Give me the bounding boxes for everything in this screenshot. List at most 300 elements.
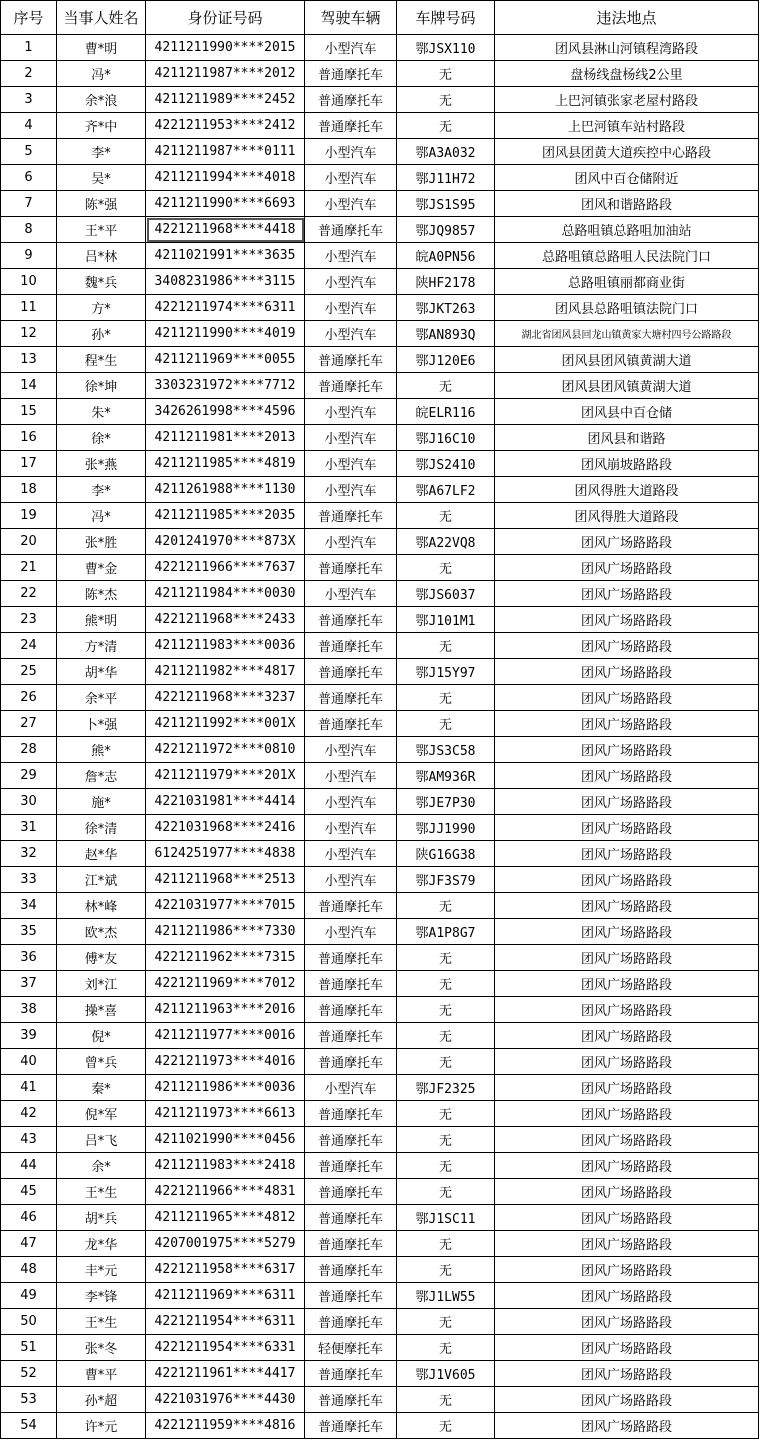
- vehicle-type-cell[interactable]: 小型汽车: [305, 789, 397, 815]
- violation-location-cell[interactable]: 总路咀镇丽都商业街: [495, 269, 759, 295]
- plate-number-cell[interactable]: 皖ELR116: [397, 399, 495, 425]
- id-number-cell[interactable]: 4211211986****7330: [146, 919, 305, 945]
- plate-number-cell[interactable]: 鄂A22VQ8: [397, 529, 495, 555]
- vehicle-type-cell[interactable]: 普通摩托车: [305, 347, 397, 373]
- row-index-cell[interactable]: 1: [1, 35, 57, 61]
- plate-number-cell[interactable]: 鄂AM936R: [397, 763, 495, 789]
- row-index-cell[interactable]: 14: [1, 373, 57, 399]
- party-name-cell[interactable]: 卜*强: [57, 711, 146, 737]
- row-index-cell[interactable]: 16: [1, 425, 57, 451]
- row-index-cell[interactable]: 18: [1, 477, 57, 503]
- vehicle-type-cell[interactable]: 普通摩托车: [305, 555, 397, 581]
- vehicle-type-cell[interactable]: 小型汽车: [305, 139, 397, 165]
- violation-location-cell[interactable]: 团风县团黄大道疾控中心路段: [495, 139, 759, 165]
- plate-number-cell[interactable]: 无: [397, 1179, 495, 1205]
- id-number-cell[interactable]: 4211211989****2452: [146, 87, 305, 113]
- plate-number-cell[interactable]: 鄂J1V605: [397, 1361, 495, 1387]
- vehicle-type-cell[interactable]: 普通摩托车: [305, 1179, 397, 1205]
- party-name-cell[interactable]: 李*: [57, 139, 146, 165]
- plate-number-cell[interactable]: 无: [397, 555, 495, 581]
- id-number-cell[interactable]: 4221211959****4816: [146, 1413, 305, 1439]
- id-number-cell[interactable]: 4221211972****0810: [146, 737, 305, 763]
- vehicle-type-cell[interactable]: 普通摩托车: [305, 659, 397, 685]
- row-index-cell[interactable]: 43: [1, 1127, 57, 1153]
- row-index-cell[interactable]: 22: [1, 581, 57, 607]
- vehicle-type-cell[interactable]: 普通摩托车: [305, 1127, 397, 1153]
- row-index-cell[interactable]: 8: [1, 217, 57, 243]
- row-index-cell[interactable]: 30: [1, 789, 57, 815]
- vehicle-type-cell[interactable]: 普通摩托车: [305, 373, 397, 399]
- violation-location-cell[interactable]: 团风广场路路段: [495, 945, 759, 971]
- vehicle-type-cell[interactable]: 普通摩托车: [305, 971, 397, 997]
- vehicle-type-cell[interactable]: 普通摩托车: [305, 1101, 397, 1127]
- id-number-cell[interactable]: 4211211969****6311: [146, 1283, 305, 1309]
- vehicle-type-cell[interactable]: 小型汽车: [305, 243, 397, 269]
- party-name-cell[interactable]: 熊*: [57, 737, 146, 763]
- violation-location-cell[interactable]: 团风广场路路段: [495, 789, 759, 815]
- plate-number-cell[interactable]: 鄂JJ1990: [397, 815, 495, 841]
- plate-number-cell[interactable]: 无: [397, 997, 495, 1023]
- vehicle-type-cell[interactable]: 普通摩托车: [305, 997, 397, 1023]
- violation-location-cell[interactable]: 团风县中百仓储: [495, 399, 759, 425]
- vehicle-type-cell[interactable]: 小型汽车: [305, 763, 397, 789]
- violation-location-cell[interactable]: 团风广场路路段: [495, 1231, 759, 1257]
- id-number-cell[interactable]: 4221211974****6311: [146, 295, 305, 321]
- party-name-cell[interactable]: 余*: [57, 1153, 146, 1179]
- vehicle-type-cell[interactable]: 小型汽车: [305, 165, 397, 191]
- row-index-cell[interactable]: 12: [1, 321, 57, 347]
- violation-location-cell[interactable]: 团风广场路路段: [495, 841, 759, 867]
- row-index-cell[interactable]: 17: [1, 451, 57, 477]
- violation-location-cell[interactable]: 团风广场路路段: [495, 1075, 759, 1101]
- vehicle-type-cell[interactable]: 小型汽车: [305, 919, 397, 945]
- party-name-cell[interactable]: 秦*: [57, 1075, 146, 1101]
- vehicle-type-cell[interactable]: 小型汽车: [305, 425, 397, 451]
- vehicle-type-cell[interactable]: 普通摩托车: [305, 607, 397, 633]
- violation-location-cell[interactable]: 团风广场路路段: [495, 685, 759, 711]
- vehicle-type-cell[interactable]: 普通摩托车: [305, 503, 397, 529]
- plate-number-cell[interactable]: 鄂A67LF2: [397, 477, 495, 503]
- vehicle-type-cell[interactable]: 普通摩托车: [305, 633, 397, 659]
- id-number-cell[interactable]: 4221031981****4414: [146, 789, 305, 815]
- party-name-cell[interactable]: 陈*杰: [57, 581, 146, 607]
- id-number-cell[interactable]: 4221211962****7315: [146, 945, 305, 971]
- plate-number-cell[interactable]: 鄂JSX110: [397, 35, 495, 61]
- id-number-cell[interactable]: 4211211968****2513: [146, 867, 305, 893]
- party-name-cell[interactable]: 傅*友: [57, 945, 146, 971]
- id-number-cell[interactable]: 3303231972****7712: [146, 373, 305, 399]
- plate-number-cell[interactable]: 鄂A1P8G7: [397, 919, 495, 945]
- vehicle-type-cell[interactable]: 小型汽车: [305, 867, 397, 893]
- id-number-cell[interactable]: 4221031968****2416: [146, 815, 305, 841]
- violation-location-cell[interactable]: 团风广场路路段: [495, 1387, 759, 1413]
- vehicle-type-cell[interactable]: 小型汽车: [305, 451, 397, 477]
- violation-location-cell[interactable]: 团风广场路路段: [495, 1023, 759, 1049]
- id-number-cell[interactable]: 4221031976****4430: [146, 1387, 305, 1413]
- id-number-cell[interactable]: 4211211965****4812: [146, 1205, 305, 1231]
- plate-number-cell[interactable]: 鄂J11H72: [397, 165, 495, 191]
- plate-number-cell[interactable]: 无: [397, 711, 495, 737]
- vehicle-type-cell[interactable]: 普通摩托车: [305, 61, 397, 87]
- row-index-cell[interactable]: 33: [1, 867, 57, 893]
- party-name-cell[interactable]: 赵*华: [57, 841, 146, 867]
- violation-location-cell[interactable]: 团风广场路路段: [495, 919, 759, 945]
- id-number-cell[interactable]: 4211211985****4819: [146, 451, 305, 477]
- plate-number-cell[interactable]: 无: [397, 61, 495, 87]
- row-index-cell[interactable]: 40: [1, 1049, 57, 1075]
- row-index-cell[interactable]: 21: [1, 555, 57, 581]
- vehicle-type-cell[interactable]: 普通摩托车: [305, 113, 397, 139]
- violation-location-cell[interactable]: 团风广场路路段: [495, 659, 759, 685]
- plate-number-cell[interactable]: 鄂JS6037: [397, 581, 495, 607]
- violation-location-cell[interactable]: 团风广场路路段: [495, 607, 759, 633]
- party-name-cell[interactable]: 朱*: [57, 399, 146, 425]
- row-index-cell[interactable]: 38: [1, 997, 57, 1023]
- vehicle-type-cell[interactable]: 普通摩托车: [305, 945, 397, 971]
- vehicle-type-cell[interactable]: 小型汽车: [305, 191, 397, 217]
- row-index-cell[interactable]: 10: [1, 269, 57, 295]
- row-index-cell[interactable]: 26: [1, 685, 57, 711]
- vehicle-type-cell[interactable]: 普通摩托车: [305, 1309, 397, 1335]
- violation-location-cell[interactable]: 团风广场路路段: [495, 555, 759, 581]
- violation-location-cell[interactable]: 团风广场路路段: [495, 711, 759, 737]
- row-index-cell[interactable]: 29: [1, 763, 57, 789]
- row-index-cell[interactable]: 46: [1, 1205, 57, 1231]
- plate-number-cell[interactable]: 鄂AN893Q: [397, 321, 495, 347]
- row-index-cell[interactable]: 27: [1, 711, 57, 737]
- violation-location-cell[interactable]: 团风广场路路段: [495, 867, 759, 893]
- party-name-cell[interactable]: 王*平: [57, 217, 146, 243]
- vehicle-type-cell[interactable]: 轻便摩托车: [305, 1335, 397, 1361]
- party-name-cell[interactable]: 方*清: [57, 633, 146, 659]
- vehicle-type-cell[interactable]: 普通摩托车: [305, 1205, 397, 1231]
- vehicle-type-cell[interactable]: 小型汽车: [305, 529, 397, 555]
- id-number-cell[interactable]: 4211211973****6613: [146, 1101, 305, 1127]
- id-number-cell[interactable]: 4221211973****4016: [146, 1049, 305, 1075]
- party-name-cell[interactable]: 徐*坤: [57, 373, 146, 399]
- party-name-cell[interactable]: 刘*江: [57, 971, 146, 997]
- id-number-cell[interactable]: 6124251977****4838: [146, 841, 305, 867]
- vehicle-type-cell[interactable]: 普通摩托车: [305, 1153, 397, 1179]
- id-number-cell[interactable]: 4211211982****4817: [146, 659, 305, 685]
- plate-number-cell[interactable]: 鄂JKT263: [397, 295, 495, 321]
- plate-number-cell[interactable]: 无: [397, 1023, 495, 1049]
- violation-location-cell[interactable]: 团风广场路路段: [495, 529, 759, 555]
- row-index-cell[interactable]: 13: [1, 347, 57, 373]
- plate-number-cell[interactable]: 鄂JF3S79: [397, 867, 495, 893]
- party-name-cell[interactable]: 胡*华: [57, 659, 146, 685]
- plate-number-cell[interactable]: 无: [397, 1153, 495, 1179]
- party-name-cell[interactable]: 孙*: [57, 321, 146, 347]
- row-index-cell[interactable]: 54: [1, 1413, 57, 1439]
- vehicle-type-cell[interactable]: 小型汽车: [305, 477, 397, 503]
- id-number-cell[interactable]: 4211021990****0456: [146, 1127, 305, 1153]
- plate-number-cell[interactable]: 鄂J16C10: [397, 425, 495, 451]
- plate-number-cell[interactable]: 鄂JQ9857: [397, 217, 495, 243]
- violation-location-cell[interactable]: 团风广场路路段: [495, 1101, 759, 1127]
- vehicle-type-cell[interactable]: 普通摩托车: [305, 893, 397, 919]
- violation-location-cell[interactable]: 团风得胜大道路段: [495, 503, 759, 529]
- violation-location-cell[interactable]: 团风县和谐路: [495, 425, 759, 451]
- party-name-cell[interactable]: 倪*军: [57, 1101, 146, 1127]
- id-number-cell[interactable]: 4221211954****6331: [146, 1335, 305, 1361]
- party-name-cell[interactable]: 詹*志: [57, 763, 146, 789]
- id-number-cell[interactable]: 4211211983****2418: [146, 1153, 305, 1179]
- party-name-cell[interactable]: 余*浪: [57, 87, 146, 113]
- violation-location-cell[interactable]: 团风广场路路段: [495, 997, 759, 1023]
- plate-number-cell[interactable]: 鄂JF2325: [397, 1075, 495, 1101]
- party-name-cell[interactable]: 龙*华: [57, 1231, 146, 1257]
- party-name-cell[interactable]: 冯*: [57, 503, 146, 529]
- plate-number-cell[interactable]: 鄂JS2410: [397, 451, 495, 477]
- party-name-cell[interactable]: 张*燕: [57, 451, 146, 477]
- vehicle-type-cell[interactable]: 普通摩托车: [305, 685, 397, 711]
- row-index-cell[interactable]: 28: [1, 737, 57, 763]
- row-index-cell[interactable]: 20: [1, 529, 57, 555]
- violation-location-cell[interactable]: 团风广场路路段: [495, 893, 759, 919]
- id-number-cell[interactable]: 4221211968****3237: [146, 685, 305, 711]
- party-name-cell[interactable]: 曹*金: [57, 555, 146, 581]
- violation-location-cell[interactable]: 团风广场路路段: [495, 1413, 759, 1439]
- row-index-cell[interactable]: 23: [1, 607, 57, 633]
- vehicle-type-cell[interactable]: 小型汽车: [305, 295, 397, 321]
- violation-location-cell[interactable]: 湖北省团风县回龙山镇黄家大塘村四号公路路段: [495, 321, 759, 347]
- violation-location-cell[interactable]: 总路咀镇总路咀人民法院门口: [495, 243, 759, 269]
- party-name-cell[interactable]: 倪*: [57, 1023, 146, 1049]
- violation-location-cell[interactable]: 团风广场路路段: [495, 1309, 759, 1335]
- id-number-cell[interactable]: 4221211958****6317: [146, 1257, 305, 1283]
- plate-number-cell[interactable]: 鄂JE7P30: [397, 789, 495, 815]
- party-name-cell[interactable]: 江*斌: [57, 867, 146, 893]
- party-name-cell[interactable]: 曹*平: [57, 1361, 146, 1387]
- id-number-cell[interactable]: 4211211990****4019: [146, 321, 305, 347]
- plate-number-cell[interactable]: 无: [397, 1231, 495, 1257]
- plate-number-cell[interactable]: 无: [397, 1309, 495, 1335]
- id-number-cell[interactable]: 4221211961****4417: [146, 1361, 305, 1387]
- party-name-cell[interactable]: 曹*明: [57, 35, 146, 61]
- violation-location-cell[interactable]: 总路咀镇总路咀加油站: [495, 217, 759, 243]
- violation-location-cell[interactable]: 上巴河镇张家老屋村路段: [495, 87, 759, 113]
- id-number-cell[interactable]: 4211211986****0036: [146, 1075, 305, 1101]
- id-number-cell[interactable]: 4211211990****2015: [146, 35, 305, 61]
- party-name-cell[interactable]: 陈*强: [57, 191, 146, 217]
- vehicle-type-cell[interactable]: 普通摩托车: [305, 1413, 397, 1439]
- violation-location-cell[interactable]: 团风崩坡路路段: [495, 451, 759, 477]
- party-name-cell[interactable]: 欧*杰: [57, 919, 146, 945]
- row-index-cell[interactable]: 25: [1, 659, 57, 685]
- plate-number-cell[interactable]: 无: [397, 633, 495, 659]
- id-number-cell[interactable]: 4221211968****4418: [146, 217, 305, 243]
- vehicle-type-cell[interactable]: 普通摩托车: [305, 1257, 397, 1283]
- row-index-cell[interactable]: 7: [1, 191, 57, 217]
- row-index-cell[interactable]: 4: [1, 113, 57, 139]
- row-index-cell[interactable]: 32: [1, 841, 57, 867]
- id-number-cell[interactable]: 4211211969****0055: [146, 347, 305, 373]
- party-name-cell[interactable]: 齐*中: [57, 113, 146, 139]
- party-name-cell[interactable]: 操*喜: [57, 997, 146, 1023]
- vehicle-type-cell[interactable]: 普通摩托车: [305, 1387, 397, 1413]
- id-number-cell[interactable]: 4211261988****1130: [146, 477, 305, 503]
- party-name-cell[interactable]: 吕*飞: [57, 1127, 146, 1153]
- vehicle-type-cell[interactable]: 普通摩托车: [305, 1361, 397, 1387]
- id-number-cell[interactable]: 4211211985****2035: [146, 503, 305, 529]
- row-index-cell[interactable]: 6: [1, 165, 57, 191]
- id-number-cell[interactable]: 4207001975****5279: [146, 1231, 305, 1257]
- vehicle-type-cell[interactable]: 小型汽车: [305, 841, 397, 867]
- row-index-cell[interactable]: 45: [1, 1179, 57, 1205]
- violation-location-cell[interactable]: 团风广场路路段: [495, 1153, 759, 1179]
- row-index-cell[interactable]: 50: [1, 1309, 57, 1335]
- id-number-cell[interactable]: 4221211968****2433: [146, 607, 305, 633]
- plate-number-cell[interactable]: 陕HF2178: [397, 269, 495, 295]
- violation-location-cell[interactable]: 团风广场路路段: [495, 1335, 759, 1361]
- party-name-cell[interactable]: 张*胜: [57, 529, 146, 555]
- vehicle-type-cell[interactable]: 小型汽车: [305, 581, 397, 607]
- party-name-cell[interactable]: 程*生: [57, 347, 146, 373]
- plate-number-cell[interactable]: 鄂A3A032: [397, 139, 495, 165]
- party-name-cell[interactable]: 徐*清: [57, 815, 146, 841]
- plate-number-cell[interactable]: 无: [397, 1335, 495, 1361]
- id-number-cell[interactable]: 4211211992****001X: [146, 711, 305, 737]
- id-number-cell[interactable]: 4221211953****2412: [146, 113, 305, 139]
- row-index-cell[interactable]: 34: [1, 893, 57, 919]
- violation-location-cell[interactable]: 团风广场路路段: [495, 1179, 759, 1205]
- violation-location-cell[interactable]: 团风县淋山河镇程湾路段: [495, 35, 759, 61]
- row-index-cell[interactable]: 37: [1, 971, 57, 997]
- plate-number-cell[interactable]: 无: [397, 373, 495, 399]
- row-index-cell[interactable]: 24: [1, 633, 57, 659]
- violation-location-cell[interactable]: 团风得胜大道路段: [495, 477, 759, 503]
- plate-number-cell[interactable]: 无: [397, 685, 495, 711]
- plate-number-cell[interactable]: 无: [397, 971, 495, 997]
- violation-location-cell[interactable]: 上巴河镇车站村路段: [495, 113, 759, 139]
- plate-number-cell[interactable]: 无: [397, 1257, 495, 1283]
- vehicle-type-cell[interactable]: 小型汽车: [305, 321, 397, 347]
- plate-number-cell[interactable]: 鄂J1SC11: [397, 1205, 495, 1231]
- id-number-cell[interactable]: 4211211987****0111: [146, 139, 305, 165]
- plate-number-cell[interactable]: 无: [397, 113, 495, 139]
- plate-number-cell[interactable]: 无: [397, 1049, 495, 1075]
- violation-location-cell[interactable]: 团风广场路路段: [495, 737, 759, 763]
- id-number-cell[interactable]: 4201241970****873X: [146, 529, 305, 555]
- plate-number-cell[interactable]: 无: [397, 1101, 495, 1127]
- violation-location-cell[interactable]: 团风县团风镇黄湖大道: [495, 347, 759, 373]
- vehicle-type-cell[interactable]: 普通摩托车: [305, 1049, 397, 1075]
- vehicle-type-cell[interactable]: 普通摩托车: [305, 1023, 397, 1049]
- party-name-cell[interactable]: 王*生: [57, 1309, 146, 1335]
- row-index-cell[interactable]: 48: [1, 1257, 57, 1283]
- vehicle-type-cell[interactable]: 小型汽车: [305, 815, 397, 841]
- party-name-cell[interactable]: 吕*林: [57, 243, 146, 269]
- party-name-cell[interactable]: 熊*明: [57, 607, 146, 633]
- vehicle-type-cell[interactable]: 小型汽车: [305, 35, 397, 61]
- row-index-cell[interactable]: 31: [1, 815, 57, 841]
- id-number-cell[interactable]: 4221031977****7015: [146, 893, 305, 919]
- row-index-cell[interactable]: 15: [1, 399, 57, 425]
- plate-number-cell[interactable]: 无: [397, 1413, 495, 1439]
- id-number-cell[interactable]: 4221211954****6311: [146, 1309, 305, 1335]
- violation-location-cell[interactable]: 团风广场路路段: [495, 1361, 759, 1387]
- party-name-cell[interactable]: 魏*兵: [57, 269, 146, 295]
- party-name-cell[interactable]: 方*: [57, 295, 146, 321]
- party-name-cell[interactable]: 孙*超: [57, 1387, 146, 1413]
- violation-location-cell[interactable]: 团风广场路路段: [495, 1283, 759, 1309]
- plate-number-cell[interactable]: 鄂J15Y97: [397, 659, 495, 685]
- vehicle-type-cell[interactable]: 普通摩托车: [305, 1231, 397, 1257]
- plate-number-cell[interactable]: 无: [397, 945, 495, 971]
- violation-location-cell[interactable]: 团风广场路路段: [495, 1127, 759, 1153]
- vehicle-type-cell[interactable]: 普通摩托车: [305, 87, 397, 113]
- id-number-cell[interactable]: 4211211987****2012: [146, 61, 305, 87]
- id-number-cell[interactable]: 4221211969****7012: [146, 971, 305, 997]
- party-name-cell[interactable]: 施*: [57, 789, 146, 815]
- plate-number-cell[interactable]: 鄂J101M1: [397, 607, 495, 633]
- violation-location-cell[interactable]: 团风广场路路段: [495, 1049, 759, 1075]
- id-number-cell[interactable]: 4211021991****3635: [146, 243, 305, 269]
- row-index-cell[interactable]: 44: [1, 1153, 57, 1179]
- party-name-cell[interactable]: 冯*: [57, 61, 146, 87]
- party-name-cell[interactable]: 林*峰: [57, 893, 146, 919]
- id-number-cell[interactable]: 3408231986****3115: [146, 269, 305, 295]
- row-index-cell[interactable]: 39: [1, 1023, 57, 1049]
- party-name-cell[interactable]: 胡*兵: [57, 1205, 146, 1231]
- plate-number-cell[interactable]: 无: [397, 1127, 495, 1153]
- violation-location-cell[interactable]: 团风中百仓储附近: [495, 165, 759, 191]
- row-index-cell[interactable]: 47: [1, 1231, 57, 1257]
- violation-location-cell[interactable]: 团风广场路路段: [495, 763, 759, 789]
- row-index-cell[interactable]: 35: [1, 919, 57, 945]
- violation-location-cell[interactable]: 团风广场路路段: [495, 815, 759, 841]
- vehicle-type-cell[interactable]: 小型汽车: [305, 399, 397, 425]
- party-name-cell[interactable]: 张*冬: [57, 1335, 146, 1361]
- row-index-cell[interactable]: 49: [1, 1283, 57, 1309]
- row-index-cell[interactable]: 19: [1, 503, 57, 529]
- id-number-cell[interactable]: 4211211990****6693: [146, 191, 305, 217]
- row-index-cell[interactable]: 11: [1, 295, 57, 321]
- party-name-cell[interactable]: 许*元: [57, 1413, 146, 1439]
- vehicle-type-cell[interactable]: 普通摩托车: [305, 1283, 397, 1309]
- violation-location-cell[interactable]: 团风广场路路段: [495, 633, 759, 659]
- party-name-cell[interactable]: 余*平: [57, 685, 146, 711]
- plate-number-cell[interactable]: 无: [397, 1387, 495, 1413]
- plate-number-cell[interactable]: 鄂J1LW55: [397, 1283, 495, 1309]
- party-name-cell[interactable]: 吴*: [57, 165, 146, 191]
- vehicle-type-cell[interactable]: 普通摩托车: [305, 711, 397, 737]
- vehicle-type-cell[interactable]: 普通摩托车: [305, 217, 397, 243]
- row-index-cell[interactable]: 5: [1, 139, 57, 165]
- row-index-cell[interactable]: 41: [1, 1075, 57, 1101]
- party-name-cell[interactable]: 徐*: [57, 425, 146, 451]
- party-name-cell[interactable]: 王*生: [57, 1179, 146, 1205]
- row-index-cell[interactable]: 2: [1, 61, 57, 87]
- id-number-cell[interactable]: 4211211981****2013: [146, 425, 305, 451]
- vehicle-type-cell[interactable]: 小型汽车: [305, 269, 397, 295]
- row-index-cell[interactable]: 42: [1, 1101, 57, 1127]
- plate-number-cell[interactable]: 无: [397, 87, 495, 113]
- row-index-cell[interactable]: 3: [1, 87, 57, 113]
- row-index-cell[interactable]: 53: [1, 1387, 57, 1413]
- party-name-cell[interactable]: 李*: [57, 477, 146, 503]
- violation-location-cell[interactable]: 团风广场路路段: [495, 581, 759, 607]
- id-number-cell[interactable]: 4211211983****0036: [146, 633, 305, 659]
- vehicle-type-cell[interactable]: 小型汽车: [305, 737, 397, 763]
- row-index-cell[interactable]: 36: [1, 945, 57, 971]
- violation-location-cell[interactable]: 团风和谐路路段: [495, 191, 759, 217]
- party-name-cell[interactable]: 曾*兵: [57, 1049, 146, 1075]
- party-name-cell[interactable]: 丰*元: [57, 1257, 146, 1283]
- plate-number-cell[interactable]: 鄂JS1S95: [397, 191, 495, 217]
- id-number-cell[interactable]: 4211211994****4018: [146, 165, 305, 191]
